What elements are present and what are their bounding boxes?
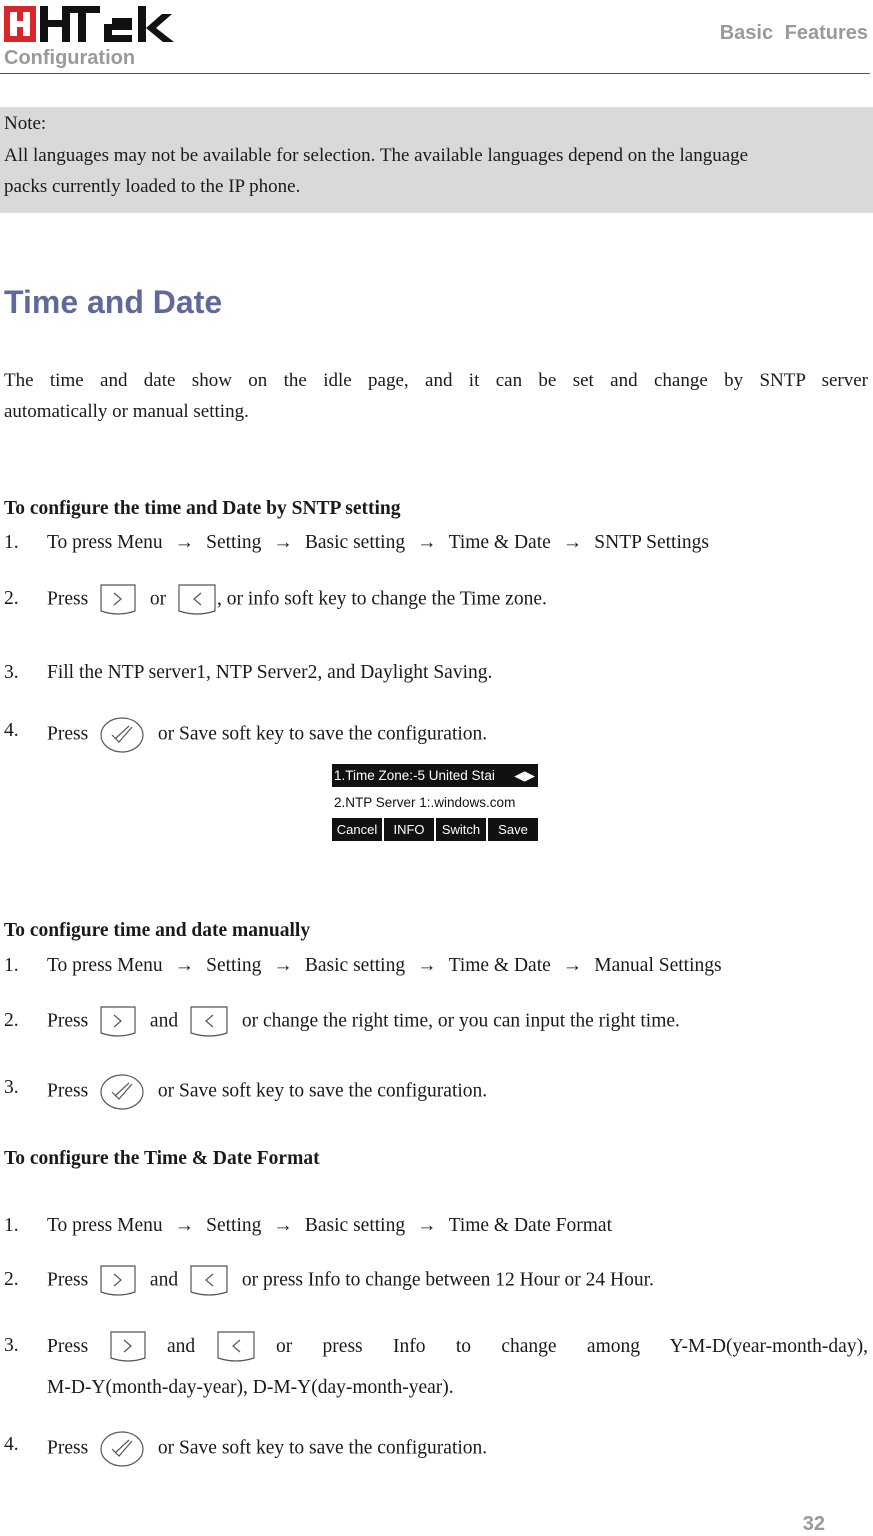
step-text: or change the right time, or you can input the right time. — [241, 1010, 680, 1032]
arrow-icon: → — [273, 1215, 293, 1236]
step-number: 4. — [4, 720, 19, 741]
menu-path-item: To press Menu — [47, 955, 163, 976]
menu-path-item: To press Menu — [47, 1215, 163, 1236]
step-number: 1. — [4, 532, 19, 553]
step-text: Press — [47, 1336, 89, 1357]
right-key-icon — [109, 1330, 147, 1364]
step-text: or Save soft key to save the configuration. — [157, 1437, 488, 1459]
ok-key-icon — [99, 715, 145, 755]
arrow-icon: → — [174, 955, 195, 976]
htek-logo — [4, 2, 194, 46]
screen-row-ntp-server: 2.NTP Server 1:.windows.com — [334, 795, 516, 810]
arrow-icon: → — [174, 1215, 195, 1236]
arrow-icon: → — [417, 1215, 437, 1236]
step-text: or Save soft key to save the configuration. — [157, 1080, 488, 1102]
ok-key-icon — [99, 1072, 145, 1112]
arrow-icon: → — [417, 532, 437, 553]
step-number: 2. — [4, 1010, 19, 1031]
step-text: Press — [47, 1269, 89, 1291]
menu-path-item: Setting — [206, 955, 262, 976]
menu-path-item: Basic setting — [304, 955, 406, 976]
header-divider — [0, 73, 870, 74]
step-text: and — [149, 1269, 179, 1291]
menu-path-item: To press Menu — [47, 532, 163, 553]
step-text: Press — [47, 1437, 89, 1459]
note-text-line1: All languages may not be available for selection. The available languages depend on the language — [4, 145, 749, 166]
step-number: 2. — [4, 588, 19, 609]
softkey-save[interactable]: Save — [488, 818, 538, 841]
menu-path-item: Time & Date — [448, 532, 551, 553]
format-heading: To configure the Time & Date Format — [4, 1148, 320, 1169]
arrow-icon: → — [174, 532, 195, 553]
arrow-icon: → — [562, 955, 583, 976]
screen-cursor: i — [491, 768, 495, 783]
left-key-icon — [189, 1264, 229, 1298]
step-text: Fill the NTP server1, NTP Server2, and Daylight Saving. — [47, 662, 493, 683]
header-section-label: Configuration — [4, 47, 136, 69]
header-chapter-label: Basic Features — [719, 22, 868, 44]
step-text: or press Info to change among Y-M-D(year-month-day), — [275, 1336, 868, 1357]
left-key-icon — [189, 1005, 229, 1039]
step-number: 4. — [4, 1434, 19, 1455]
step-text: , or info soft key to change the Time zone. — [217, 588, 547, 610]
step-number: 2. — [4, 1269, 19, 1290]
menu-path-item: SNTP Settings — [594, 532, 709, 553]
manual-heading: To configure time and date manually — [4, 920, 311, 941]
step-number: 1. — [4, 1215, 19, 1236]
step-text: Press — [47, 723, 89, 745]
menu-path-item: Basic setting — [304, 1215, 406, 1236]
menu-path-item: Time & Date Format — [448, 1215, 612, 1236]
step-text: or press Info to change between 12 Hour or 24 Hour. — [241, 1269, 654, 1291]
intro-line2: automatically or manual setting. — [4, 401, 249, 422]
intro-line1: The time and date show on the idle page, and it can be set and change by SNTP server — [4, 370, 868, 391]
left-key-icon — [177, 583, 217, 617]
menu-path-item: Setting — [206, 1215, 262, 1236]
right-key-icon — [99, 1005, 137, 1039]
step-number: 3. — [4, 1335, 19, 1356]
step-number: 1. — [4, 955, 19, 976]
right-key-icon — [99, 1264, 137, 1298]
arrow-icon: → — [273, 532, 293, 553]
note-box — [0, 107, 873, 213]
page-number: 32 — [802, 1513, 825, 1535]
menu-path-item: Basic setting — [304, 532, 406, 553]
screen-row-time-zone — [332, 764, 538, 787]
step-text: and — [166, 1336, 196, 1357]
section-title: Time and Date — [4, 284, 223, 320]
softkey-switch[interactable]: Switch — [436, 818, 486, 841]
arrow-icon: → — [562, 532, 583, 553]
left-right-arrows-icon: ◀▶ — [514, 768, 535, 783]
arrow-icon: → — [273, 955, 293, 976]
step-text: and — [149, 1010, 179, 1032]
note-text-line2: packs currently loaded to the IP phone. — [4, 176, 301, 197]
step-number: 3. — [4, 1077, 19, 1098]
menu-path-item: Manual Settings — [594, 955, 722, 976]
step-text: or — [149, 588, 167, 610]
step-text: M-D-Y(month-day-year), D-M-Y(day-month-year). — [47, 1377, 454, 1398]
menu-path-item: Time & Date — [448, 955, 551, 976]
sntp-heading: To configure the time and Date by SNTP setting — [4, 498, 401, 519]
softkey-info[interactable]: INFO — [384, 818, 434, 841]
step-text: Press — [47, 1010, 89, 1032]
phone-screen — [332, 764, 538, 841]
screen-row-text: 1.Time Zone:-5 United Sta — [334, 768, 492, 783]
right-key-icon — [99, 583, 137, 617]
step-text: Press — [47, 588, 89, 610]
left-key-icon — [216, 1330, 256, 1364]
step-number: 3. — [4, 662, 19, 683]
arrow-icon: → — [417, 955, 437, 976]
step-text: or Save soft key to save the configuration. — [157, 723, 488, 745]
softkey-cancel[interactable]: Cancel — [332, 818, 382, 841]
menu-path-item: Setting — [206, 532, 262, 553]
format-step-3 — [4, 1330, 868, 1362]
ok-key-icon — [99, 1429, 145, 1469]
note-label: Note: — [4, 113, 47, 134]
step-text: Press — [47, 1080, 89, 1102]
